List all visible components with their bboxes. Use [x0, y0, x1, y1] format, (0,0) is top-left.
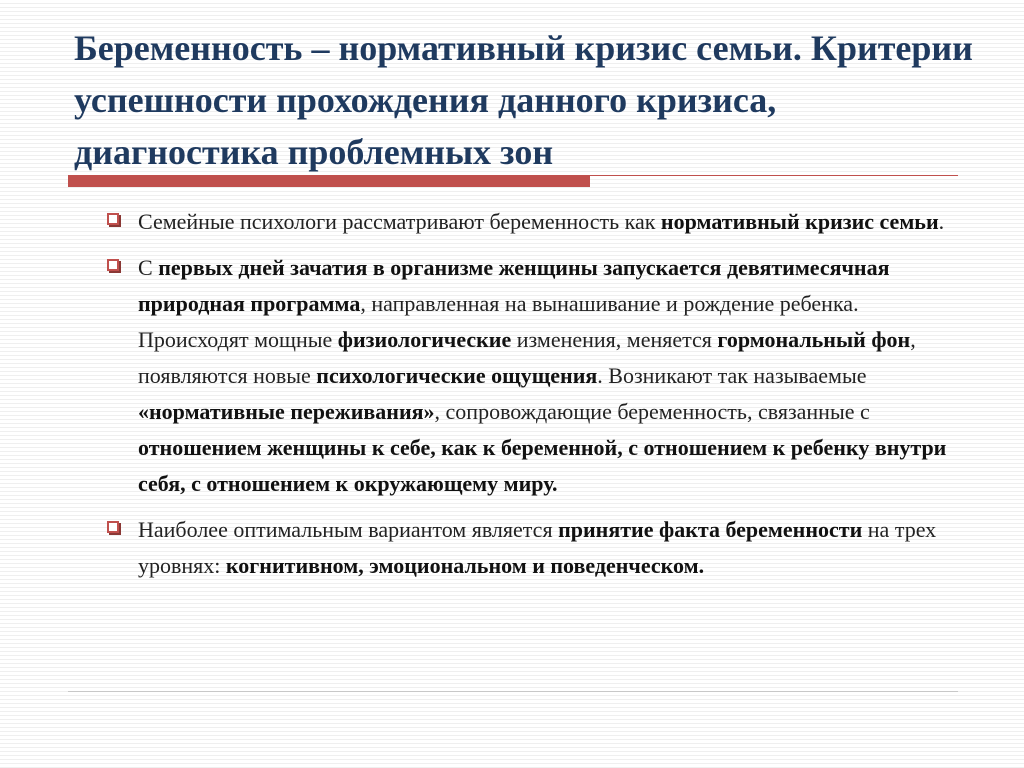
footer-divider — [68, 691, 958, 692]
title-divider-thin — [590, 175, 958, 176]
bullet-text-2 — [138, 255, 946, 496]
square-bullet-icon — [107, 259, 119, 271]
title-divider-thick — [68, 175, 590, 187]
bullet-2-segment-4: физиологические — [337, 327, 512, 352]
bullet-item-1 — [105, 204, 965, 240]
bullet-3-segment-2: принятие факта беременности — [558, 517, 863, 542]
slide-content — [105, 204, 965, 594]
bullet-1-segment-3: . — [938, 209, 945, 234]
bullet-2-segment-7: , появляются новые — [138, 327, 916, 388]
square-bullet-icon — [107, 213, 119, 225]
bullet-2-segment-9: . Возникают так называемые — [597, 363, 867, 388]
bullet-3-segment-1: Наиболее оптимальным вариантом является — [138, 517, 559, 542]
bullet-2-segment-2: первых дней зачатия в организме женщины запускается девятимесячная природная программа — [138, 255, 890, 316]
bullet-1-segment-1: Семейные психологи рассматривают беременность как — [138, 209, 661, 234]
bullet-list — [105, 204, 965, 584]
bullet-item-3 — [105, 512, 965, 584]
bullet-2-segment-6: гормональный фон — [717, 327, 911, 352]
bullet-text-1 — [138, 209, 944, 234]
bullet-3-segment-4: когнитивном, эмоциональном и поведенческом. — [225, 553, 705, 578]
bullet-item-2 — [105, 250, 965, 502]
title-divider — [68, 175, 958, 187]
bullet-3-segment-3: на трех уровнях: — [138, 517, 937, 578]
bullet-2-segment-8: психологические ощущения — [316, 363, 598, 388]
bullet-1-segment-2: нормативный кризис семьи — [660, 209, 939, 234]
bullet-2-segment-10: «нормативные переживания» — [138, 399, 435, 424]
bullet-2-segment-1: С — [138, 255, 159, 280]
bullet-2-segment-5: изменения, меняется — [511, 327, 718, 352]
bullet-2-segment-12: отношением женщины к себе, как к беременной, с отношением к ребенку внутри себя, с отношением к окружающему миру. — [138, 435, 947, 496]
square-bullet-icon — [107, 521, 119, 533]
slide-title: Беременность – нормативный кризис семьи. Критерии успешности прохождения данного кризиса, диагностика проблемных зон — [74, 28, 973, 172]
bullet-text-3 — [138, 517, 936, 578]
bullet-2-segment-3: , направленная на вынашивание и рождение ребенка. Происходят мощные — [138, 291, 859, 352]
bullet-2-segment-11: , сопровождающие беременность, связанные с — [434, 399, 870, 424]
